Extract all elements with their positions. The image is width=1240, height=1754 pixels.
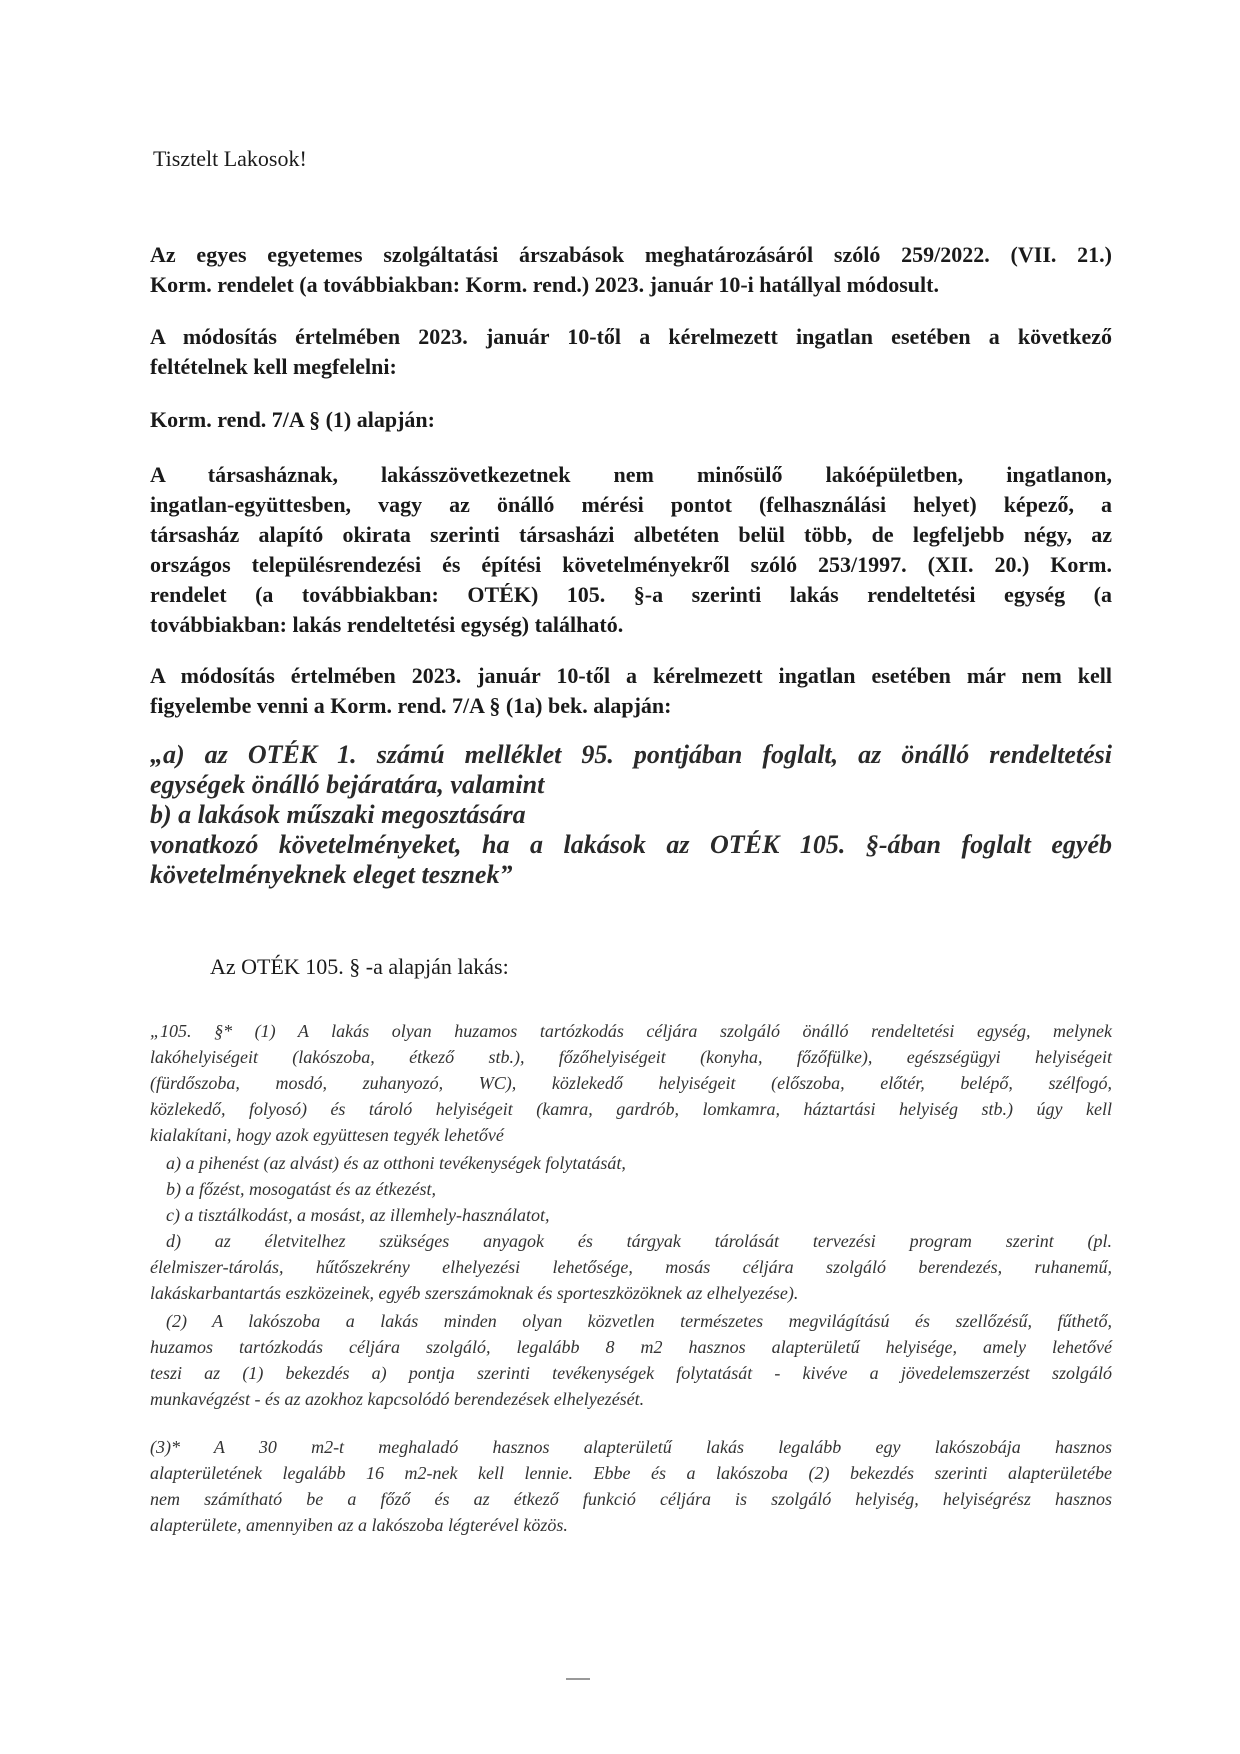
law-line: nem számítható be a főző és az étkező funkció céljára is szolgáló helyiség, helyiségrész hasznos	[150, 1489, 1112, 1509]
law-paragraph-1	[150, 1018, 1112, 1148]
condition-line: továbbiakban: lakás rendeltetési egység) található.	[150, 612, 624, 637]
law-line: „105. §* (1) A lakás olyan huzamos tartózkodás céljára szolgáló önálló rendeltetési egység, melynek	[150, 1021, 1112, 1041]
law-line: lakáskarbantartás eszközeinek, egyéb szerszámoknak és sporteszközöknek az elhelyezése).	[150, 1283, 799, 1303]
law-item-d	[150, 1228, 1112, 1306]
law-line: teszi az (1) bekezdés a) pontja szerinti tevékenységek folytatását - kivéve a jövedelemszerzést szolgáló	[150, 1363, 1112, 1383]
condition-line: társasház alapító okirata szerinti társasházi albetéten belül több, de legfeljebb négy, az	[150, 522, 1112, 547]
change1-line-2: feltételnek kell megfelelni:	[150, 354, 397, 379]
law-line: alapterülete, amennyiben az a lakószoba légterével közös.	[150, 1515, 568, 1535]
law-paragraph-3	[150, 1434, 1112, 1538]
intro-line-2: Korm. rendelet (a továbbiakban: Korm. rend.) 2023. január 10-i hatállyal módosult.	[150, 272, 939, 297]
quote-line: b) a lakások műszaki megosztására	[150, 800, 526, 829]
salutation: Tisztelt Lakosok!	[153, 146, 307, 171]
page-footer-mark	[566, 1678, 590, 1680]
condition-line: ingatlan-együttesben, vagy az önálló mérési pontot (felhasználási helyet) képező, a	[150, 492, 1112, 517]
intro-paragraph	[150, 240, 1112, 300]
law-line: (fürdőszoba, mosdó, zuhanyozó, WC), közlekedő helyiségeit (előszoba, előtér, belépő, szélfogó,	[150, 1073, 1112, 1093]
condition-paragraph	[150, 460, 1112, 640]
law-line: (2) A lakószoba a lakás minden olyan közvetlen természetes megvilágítású és szellőzésű, fűthető,	[166, 1311, 1112, 1331]
condition-line: rendelet (a továbbiakban: OTÉK) 105. §-a szerinti lakás rendeltetési egység (a	[150, 582, 1112, 607]
quoted-provision	[150, 740, 1112, 890]
law-line: (3)* A 30 m2-t meghaladó hasznos alapterületű lakás legalább egy lakószobája hasznos	[150, 1437, 1112, 1457]
law-line: alapterületének legalább 16 m2-nek kell lennie. Ebbe és a lakószoba (2) bekezdés szerinti alapterületébe	[150, 1463, 1112, 1483]
law-item-b: b) a főzést, mosogatást és az étkezést,	[166, 1179, 436, 1199]
quote-line: követelményeknek eleget tesznek”	[150, 860, 513, 889]
law-line: kialakítani, hogy azok együttesen tegyék lehetővé	[150, 1125, 504, 1145]
law-line: lakóhelyiségeit (lakószoba, étkező stb.), főzőhelyiségeit (konyha, főzőfülke), egészségügyi helyiségeit	[150, 1047, 1112, 1067]
law-line: huzamos tartózkodás céljára szolgáló, legalább 8 m2 hasznos alapterületű helyisége, amely lehetővé	[150, 1337, 1112, 1357]
quote-line: vonatkozó követelményeket, ha a lakások az OTÉK 105. §-ában foglalt egyéb	[150, 830, 1112, 859]
quote-line: egységek önálló bejáratára, valamint	[150, 770, 545, 799]
law-paragraph-2	[150, 1308, 1112, 1412]
law-line: közlekedő, folyosó) és tároló helyiségeit (kamra, gardrób, lomkamra, háztartási helyiség stb.) úgy kell	[150, 1099, 1112, 1119]
change2-line-1: A módosítás értelmében 2023. január 10-től a kérelmezett ingatlan esetében már nem kell	[150, 663, 1112, 688]
law-line: d) az életvitelhez szükséges anyagok és tárgyak tárolását tervezési program szerint (pl.	[166, 1231, 1112, 1251]
law-line: munkavégzést - és az azokhoz kapcsolódó berendezések elhelyezését.	[150, 1389, 645, 1409]
condition-line: A társasháznak, lakásszövetkezetnek nem minősülő lakóépületben, ingatlanon,	[150, 462, 1112, 487]
change2-line-2: figyelembe venni a Korm. rend. 7/A § (1a) bek. alapján:	[150, 693, 672, 718]
law-line: élelmiszer-tárolás, hűtőszekrény elhelyezési lehetősége, mosás céljára szolgáló berendezés, ruhanemű,	[150, 1257, 1112, 1277]
otek-heading: Az OTÉK 105. § -a alapján lakás:	[210, 954, 509, 979]
change1-line-1: A módosítás értelmében 2023. január 10-től a kérelmezett ingatlan esetében a következő	[150, 324, 1112, 349]
law-item-a: a) a pihenést (az alvást) és az otthoni tevékenységek folytatását,	[166, 1153, 626, 1173]
intro-line-1: Az egyes egyetemes szolgáltatási árszabások meghatározásáról szóló 259/2022. (VII. 21.)	[150, 242, 1112, 267]
condition-line: országos településrendezési és építési követelményekről szóló 253/1997. (XII. 20.) Korm.	[150, 552, 1112, 577]
law-item-c: c) a tisztálkodást, a mosást, az illemhely-használatot,	[166, 1205, 550, 1225]
change1-paragraph	[150, 322, 1112, 382]
basis1-heading: Korm. rend. 7/A § (1) alapján:	[150, 407, 435, 432]
quote-line: „a) az OTÉK 1. számú melléklet 95. pontjában foglalt, az önálló rendeltetési	[150, 740, 1112, 769]
change2-paragraph	[150, 661, 1112, 721]
